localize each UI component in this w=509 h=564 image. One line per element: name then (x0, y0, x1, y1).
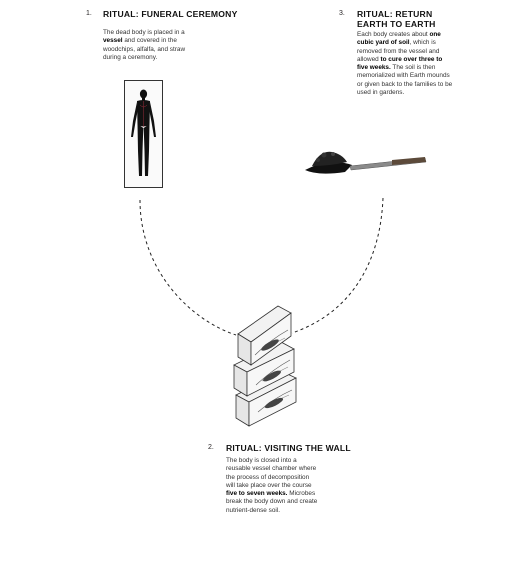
step-number: 3. (339, 10, 345, 17)
emphasis-text: vessel (103, 37, 123, 45)
step-title: RITUAL: RETURN EARTH TO EARTH (357, 9, 436, 29)
description-text: , which is removed from the vessel and allowed (357, 39, 440, 63)
description-text: Each body creates about (357, 31, 430, 38)
description-text: The dead body is placed in a (103, 29, 185, 36)
step-title: RITUAL: VISITING THE WALL (226, 443, 351, 453)
step-number: 1. (86, 10, 92, 17)
step-number: 2. (208, 444, 214, 451)
emphasis-text: to cure over three to five weeks. (357, 55, 443, 72)
emphasis-text: five to seven weeks. (226, 490, 288, 498)
description-text: The body is closed into a reusable vessel chamber where the process of decomposition will take place over the course (226, 457, 317, 489)
description-text: Microbes break the body down and create nutrient-dense soil. (226, 490, 318, 514)
emphasis-text: one cubic yard of soil (357, 31, 441, 47)
step-title: RITUAL: FUNERAL CEREMONY (103, 9, 238, 19)
description-text: and covered in the woodchips, alfalfa, and straw during a ceremony. (103, 37, 186, 61)
description-text: The soil is then memorialized with Earth mounds or given back to the families to be used in gardens. (357, 64, 453, 97)
